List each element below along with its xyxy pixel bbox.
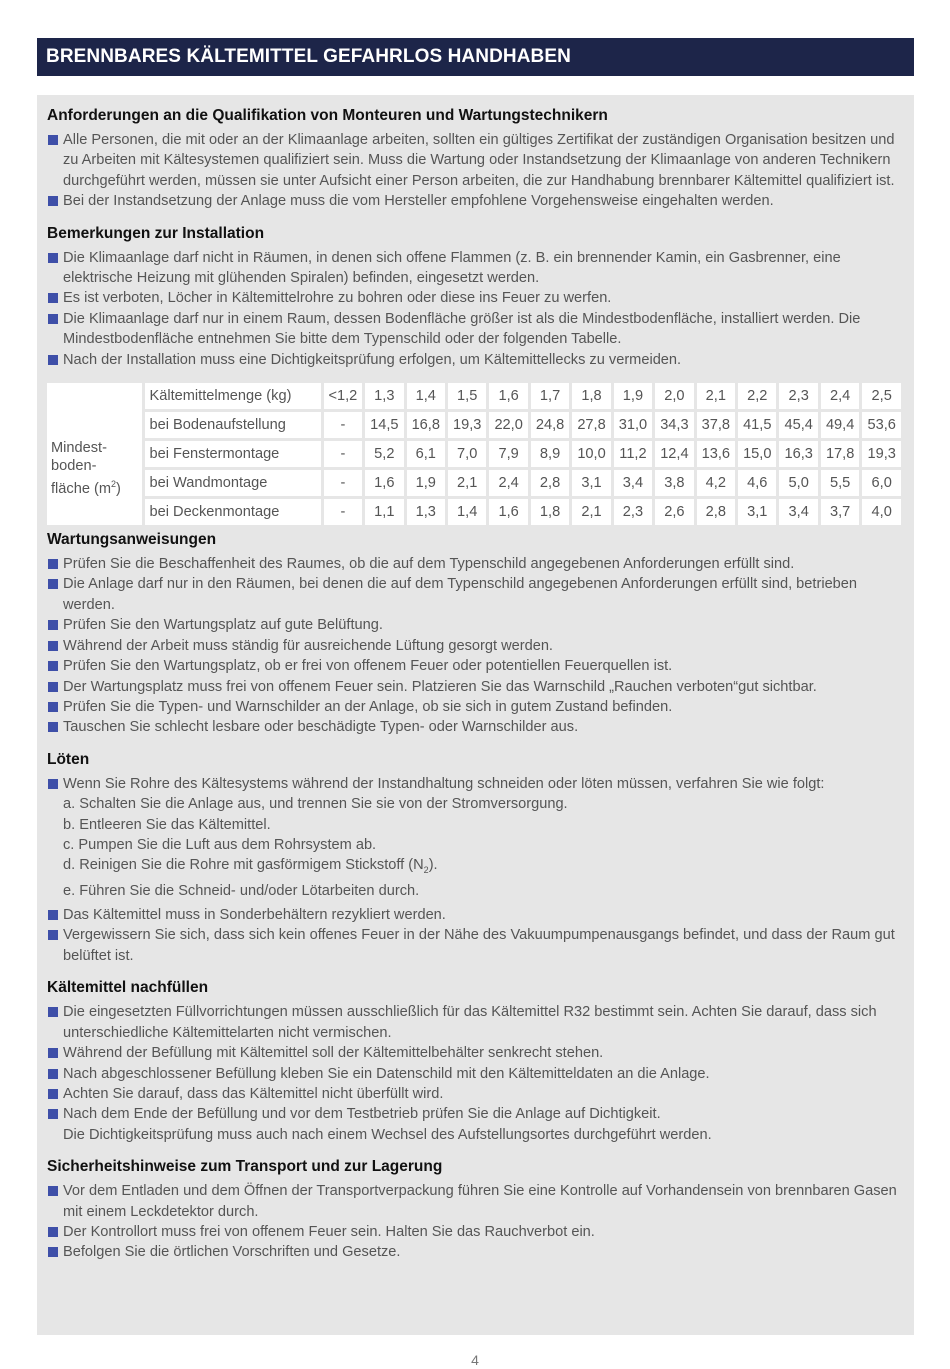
- bullet-list: [47, 248, 904, 370]
- table-cell: 1,4: [407, 383, 445, 409]
- list-item: Tauschen Sie schlecht lesbare oder beschädigte Typen- oder Warnschilder aus.: [47, 717, 904, 737]
- table-cell: 5,0: [779, 470, 817, 496]
- table-cell: 2,3: [614, 499, 652, 525]
- section-installation: [47, 224, 904, 370]
- list-item: Der Kontrollort muss frei von offenem Feuer sein. Halten Sie das Rauchverbot ein.: [47, 1222, 904, 1242]
- table-cell: 2,2: [738, 383, 776, 409]
- table-cell: 2,8: [531, 470, 569, 496]
- list-item: Die Klimaanlage darf nicht in Räumen, in denen sich offene Flammen (z. B. ein brennender Kamin, ein Gasbrenner, eine elektrische Heizung mit glühenden Spiralen) befinden, eingesetzt werden.: [47, 248, 904, 289]
- step-text: ).: [428, 857, 438, 874]
- table-cell: 34,3: [655, 412, 693, 438]
- table-cell: 37,8: [697, 412, 735, 438]
- table-row: [47, 470, 901, 496]
- bullet-list: [47, 130, 904, 212]
- table-cell: 1,5: [448, 383, 486, 409]
- step-item: a. Schalten Sie die Anlage aus, und trennen Sie sie von der Stromversorgung.: [63, 796, 568, 813]
- list-item: Wenn Sie Rohre des Kältesystems während der Instandhaltung schneiden oder löten müssen, verfahren Sie wie folgt:: [47, 774, 904, 794]
- list-item-line: Die Dichtigkeitsprüfung muss auch nach einem Wechsel des Aufstellungsortes durchgeführt werden.: [63, 1126, 712, 1143]
- list-item: Die Klimaanlage darf nur in einem Raum, dessen Bodenfläche größer ist als die Mindestbodenfläche, installiert werden. Die Mindestbodenfläche entnehmen Sie bitte dem Typenschild oder der folgenden Tabelle.: [47, 309, 904, 350]
- table-row: [47, 499, 901, 525]
- list-item: Bei der Instandsetzung der Anlage muss die vom Hersteller empfohlene Vorgehensweise eingehalten werden.: [47, 191, 904, 211]
- list-item: Prüfen Sie die Beschaffenheit des Raumes, ob die auf dem Typenschild angegebenen Anforderungen erfüllt sind.: [47, 554, 904, 574]
- list-item: Nach abgeschlossener Befüllung kleben Sie ein Datenschild mit den Kältemitteldaten an die Anlage.: [47, 1064, 904, 1084]
- list-item-line: Nach dem Ende der Befüllung und vor dem Testbetrieb prüfen Sie die Anlage auf Dichtigkeit.: [63, 1106, 661, 1123]
- table-row: [47, 412, 901, 438]
- main-label-line: boden-: [51, 457, 97, 474]
- table-cell: 1,7: [531, 383, 569, 409]
- list-item: Während der Arbeit muss ständig für ausreichende Lüftung gesorgt werden.: [47, 636, 904, 656]
- table-cell: 3,8: [655, 470, 693, 496]
- step-list: [47, 794, 904, 901]
- step-item: b. Entleeren Sie das Kältemittel.: [63, 816, 271, 833]
- section-qualification: [47, 106, 904, 212]
- table-cell: 2,3: [779, 383, 817, 409]
- table-cell: 7,0: [448, 441, 486, 467]
- table-cell: -: [324, 412, 362, 438]
- table-cell: 4,6: [738, 470, 776, 496]
- table-cell: 49,4: [821, 412, 859, 438]
- table-cell: 2,4: [821, 383, 859, 409]
- table-cell: 3,4: [614, 470, 652, 496]
- step-item: c. Pumpen Sie die Luft aus dem Rohrsystem ab.: [63, 836, 377, 853]
- table-cell: 19,3: [862, 441, 901, 467]
- main-label-line: fläche (m: [51, 480, 112, 497]
- table-cell: 4,0: [862, 499, 901, 525]
- table-cell: -: [324, 499, 362, 525]
- main-label-line: Mindest-: [51, 439, 107, 456]
- table-cell: 1,6: [365, 470, 403, 496]
- page-header: [37, 38, 914, 76]
- table-cell: 2,0: [655, 383, 693, 409]
- table-cell: 53,6: [862, 412, 901, 438]
- min-floor-area-table: [44, 380, 904, 528]
- table-cell: 1,6: [489, 499, 527, 525]
- row-label: bei Deckenmontage: [145, 499, 321, 525]
- table-cell: 7,9: [489, 441, 527, 467]
- table-cell: 16,8: [407, 412, 445, 438]
- row-label: bei Fenstermontage: [145, 441, 321, 467]
- table-cell: 2,8: [697, 499, 735, 525]
- table-cell: 1,6: [489, 383, 527, 409]
- list-item: Alle Personen, die mit oder an der Klimaanlage arbeiten, sollten ein gültiges Zertifikat der zuständigen Organisation besitzen und zu Arbeiten mit Kältesystemen qualifiziert sein. Muss die Wartung oder Instandsetzung der Klimaanlage von anderen Technikern durchgeführt werden, müssen sie unter Aufsicht einer Person arbeiten, die zur Handhabung brennbarer Kältemittel qualifiziert ist.: [47, 130, 904, 191]
- table-cell: 1,8: [572, 383, 610, 409]
- page-title: BRENNBARES KÄLTEMITTEL GEFAHRLOS HANDHABEN: [46, 46, 571, 67]
- table-cell: 41,5: [738, 412, 776, 438]
- list-item: Nach der Installation muss eine Dichtigkeitsprüfung erfolgen, um Kältemittellecks zu vermeiden.: [47, 350, 904, 370]
- table-cell: 2,5: [862, 383, 901, 409]
- table-cell: 3,7: [821, 499, 859, 525]
- list-item: Befolgen Sie die örtlichen Vorschriften und Gesetze.: [47, 1242, 904, 1262]
- table-cell: -: [324, 441, 362, 467]
- step-subscript: 2: [423, 865, 429, 876]
- bullet-list: [47, 905, 904, 966]
- step-text: d. Reinigen Sie die Rohre mit gasförmigem Stickstoff (N: [63, 857, 424, 874]
- table-cell: 2,6: [655, 499, 693, 525]
- table-cell: 11,2: [614, 441, 652, 467]
- list-item: Der Wartungsplatz muss frei von offenem Feuer sein. Platzieren Sie das Warnschild „Rauchen verboten“gut sichtbar.: [47, 677, 904, 697]
- section-transport: [47, 1157, 904, 1263]
- table-cell: 22,0: [489, 412, 527, 438]
- list-item: Die Anlage darf nur in den Räumen, bei denen die auf dem Typenschild angegebenen Anforderungen erfüllt sind, betrieben werden.: [47, 574, 904, 615]
- table-cell: 3,1: [572, 470, 610, 496]
- section-heading: Löten: [47, 750, 90, 768]
- bullet-list: [47, 554, 904, 738]
- section-maintenance: [47, 530, 904, 738]
- list-item: Prüfen Sie den Wartungsplatz, ob er frei von offenem Feuer oder potentiellen Feuerquellen ist.: [47, 656, 904, 676]
- page-number: 4: [471, 1352, 479, 1368]
- table-row: [47, 383, 901, 409]
- step-item: [47, 855, 904, 880]
- list-item: Es ist verboten, Löcher in Kältemittelrohre zu bohren oder diese ins Feuer zu werfen.: [47, 288, 904, 308]
- table-cell: 2,1: [697, 383, 735, 409]
- row-label: Kältemittelmenge (kg): [145, 383, 321, 409]
- table-cell: 16,3: [779, 441, 817, 467]
- table-cell: 45,4: [779, 412, 817, 438]
- table-cell: 12,4: [655, 441, 693, 467]
- table-cell: 5,2: [365, 441, 403, 467]
- table-cell: 3,4: [779, 499, 817, 525]
- list-item: [47, 1104, 904, 1145]
- bullet-list: [47, 1181, 904, 1263]
- table-cell: 14,5: [365, 412, 403, 438]
- list-item: Vergewissern Sie sich, dass sich kein offenes Feuer in der Nähe des Vakuumpumpenausgangs befindet, und dass der Raum gut belüftet ist.: [47, 925, 904, 966]
- bullet-list: [47, 1002, 904, 1145]
- table-cell: 10,0: [572, 441, 610, 467]
- section-heading: Anforderungen an die Qualifikation von Monteuren und Wartungstechnikern: [47, 107, 608, 124]
- row-label: bei Bodenaufstellung: [145, 412, 321, 438]
- list-item: Die eingesetzten Füllvorrichtungen müssen ausschließlich für das Kältemittel R32 bestimmt sein. Achten Sie darauf, dass sich unterschiedliche Kältemittelarten nicht vermischen.: [47, 1002, 904, 1043]
- content-panel: [37, 95, 914, 1335]
- table-cell: <1,2: [324, 383, 362, 409]
- table-cell: -: [324, 470, 362, 496]
- table-cell: 1,4: [448, 499, 486, 525]
- list-item: Prüfen Sie den Wartungsplatz auf gute Belüftung.: [47, 615, 904, 635]
- bullet-list: [47, 774, 904, 794]
- table-cell: 19,3: [448, 412, 486, 438]
- row-label: bei Wandmontage: [145, 470, 321, 496]
- table-cell: 1,8: [531, 499, 569, 525]
- table-cell: 2,4: [489, 470, 527, 496]
- table-cell: 6,1: [407, 441, 445, 467]
- table-cell: 1,9: [614, 383, 652, 409]
- table-cell: 1,9: [407, 470, 445, 496]
- table-cell: 4,2: [697, 470, 735, 496]
- section-heading: Sicherheitshinweise zum Transport und zur Lagerung: [47, 1158, 443, 1176]
- table-cell: 1,3: [407, 499, 445, 525]
- table-cell: 1,1: [365, 499, 403, 525]
- table-cell: 5,5: [821, 470, 859, 496]
- list-item: Das Kältemittel muss in Sonderbehältern rezykliert werden.: [47, 905, 904, 925]
- main-label-sup: 2: [111, 478, 117, 489]
- table-cell: 31,0: [614, 412, 652, 438]
- section-heading: Bemerkungen zur Installation: [47, 224, 265, 242]
- section-soldering: [47, 750, 904, 967]
- list-item: Vor dem Entladen und dem Öffnen der Transportverpackung führen Sie eine Kontrolle auf Vorhandensein von brennbaren Gasen mit einem Leckdetektor durch.: [47, 1181, 904, 1222]
- section-refill: [47, 978, 904, 1145]
- section-heading: Kältemittel nachfüllen: [47, 979, 209, 997]
- list-item: Während der Befüllung mit Kältemittel soll der Kältemittelbehälter senkrecht stehen.: [47, 1043, 904, 1063]
- table-row: [47, 441, 901, 467]
- table-cell: 24,8: [531, 412, 569, 438]
- list-item: Achten Sie darauf, dass das Kältemittel nicht überfüllt wird.: [47, 1084, 904, 1104]
- table-cell: 17,8: [821, 441, 859, 467]
- table-cell: 2,1: [448, 470, 486, 496]
- step-item: e. Führen Sie die Schneid- und/oder Lötarbeiten durch.: [63, 882, 420, 899]
- main-label-line: ): [116, 480, 121, 497]
- table-cell: 27,8: [572, 412, 610, 438]
- table-cell: 8,9: [531, 441, 569, 467]
- table-cell: 2,1: [572, 499, 610, 525]
- table-cell: 13,6: [697, 441, 735, 467]
- section-heading: Wartungsanweisungen: [47, 531, 217, 549]
- table-cell: 1,3: [365, 383, 403, 409]
- table-cell: 6,0: [862, 470, 901, 496]
- table-cell: 3,1: [738, 499, 776, 525]
- list-item: Prüfen Sie die Typen- und Warnschilder an der Anlage, ob sie sich in gutem Zustand befinden.: [47, 697, 904, 717]
- table-cell: 15,0: [738, 441, 776, 467]
- table-main-label: [47, 383, 142, 525]
